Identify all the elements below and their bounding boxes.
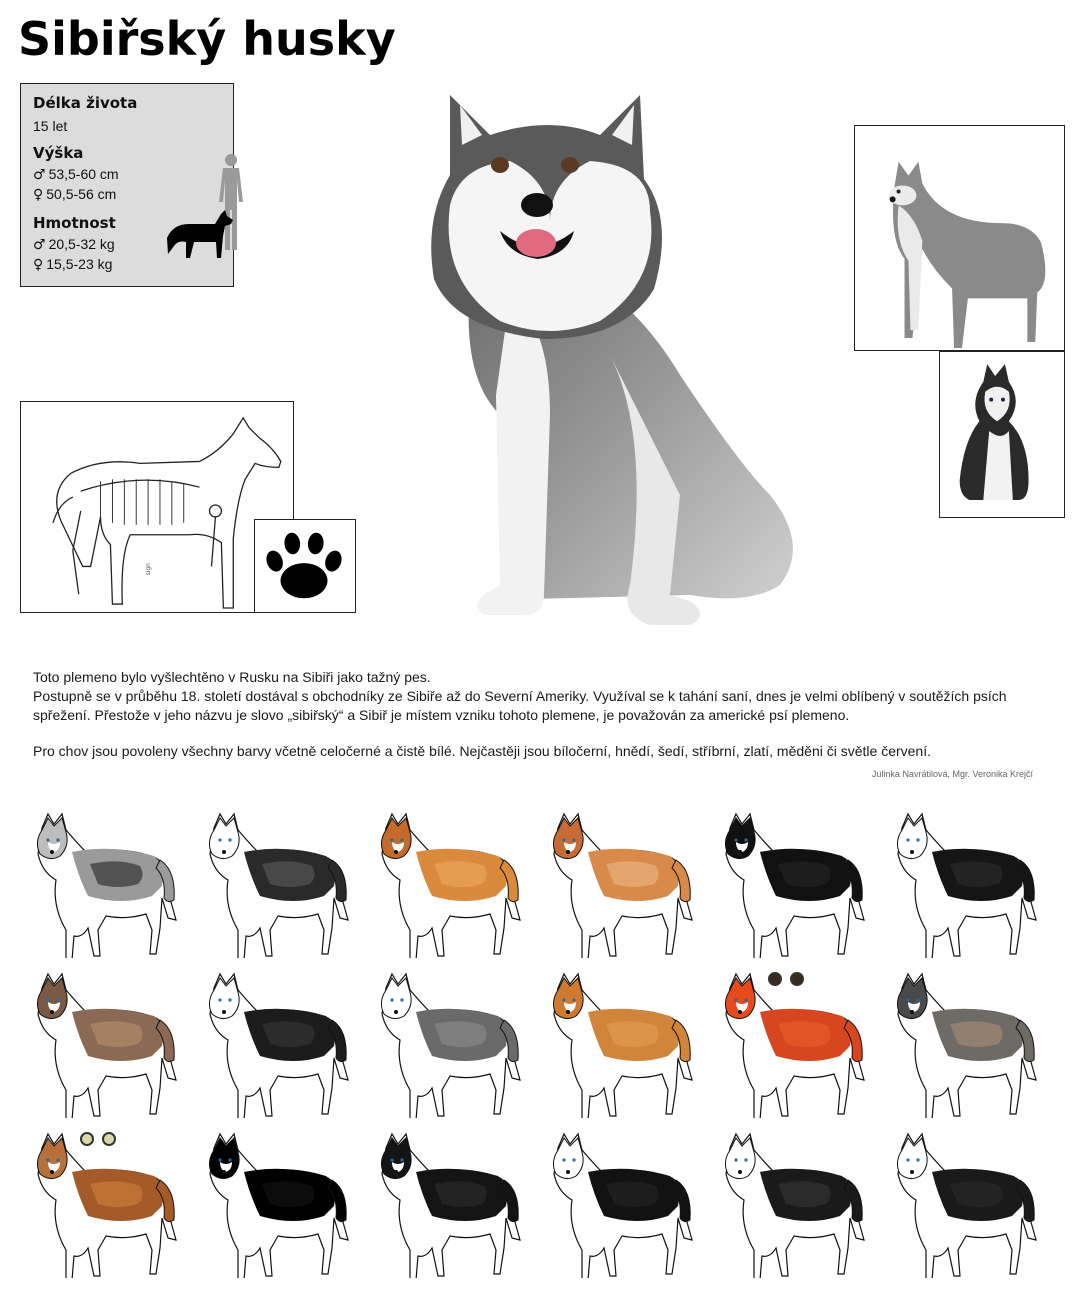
eye-color-swatch-icon (80, 1132, 94, 1146)
color-variant-black-white-2 (536, 1128, 701, 1278)
size-comparison-silhouette-icon (161, 150, 253, 270)
color-variant-copper-white (364, 808, 529, 958)
male-symbol-icon: ♂ (33, 167, 46, 183)
eye-color-swatches (768, 972, 804, 986)
color-variants-grid (20, 808, 1070, 1288)
color-variant-white-liver-piebald (20, 1128, 185, 1278)
husky-variant-icon (20, 1128, 185, 1278)
weight-female-row (33, 256, 112, 273)
page-title: Sibiřský husky (18, 12, 396, 66)
color-variant-sable-gray (880, 968, 1045, 1118)
husky-variant-icon (880, 1128, 1045, 1278)
puppy-photo (939, 351, 1065, 518)
color-variant-gray (364, 968, 529, 1118)
color-variant-merle (20, 808, 185, 958)
husky-variant-icon (20, 808, 185, 958)
lifespan-value: 15 let (33, 118, 68, 134)
color-variant-white-black-saddle (880, 1128, 1045, 1278)
standing-husky-icon (855, 126, 1064, 350)
breed-info-box (20, 83, 234, 287)
husky-variant-icon (880, 808, 1045, 958)
description-line-2: Postupně se v průběhu 18. století dostával s obchodníky ze Sibiře až do Severní Ameriky. Využíval se k tahání saní, dnes je velmi oblíbený v soutěžích psích spřežení. Přestože v jeho názvu je slovo „sibiřský“ a Sibiř je místem vzniku tohoto plemene, je považován za americké psí plemeno. (33, 688, 1007, 723)
husky-variant-icon (192, 808, 357, 958)
husky-variant-icon (536, 1128, 701, 1278)
description-line-1: Toto plemeno bylo vyšlechtěno v Rusku na Sibiři jako tažný pes. (33, 669, 431, 685)
husky-variant-icon (192, 968, 357, 1118)
color-variant-black-solid (364, 1128, 529, 1278)
husky-variant-icon (364, 1128, 529, 1278)
color-variant-bright-red (708, 968, 873, 1118)
color-variant-copper-red (536, 968, 701, 1118)
svg-text:sign: sign (145, 563, 153, 576)
weight-male-value: 20,5-32 kg (48, 236, 115, 252)
eye-color-swatches (80, 1132, 116, 1146)
credit: Julinka Navrátilová, Mgr. Veronika Krejčí (871, 769, 1033, 779)
female-symbol-icon: ♀ (33, 257, 44, 273)
husky-variant-icon (536, 968, 701, 1118)
husky-variant-icon (364, 808, 529, 958)
color-variant-black-white-saddle (192, 808, 357, 958)
color-variant-black (708, 808, 873, 958)
husky-variant-icon (20, 968, 185, 1118)
husky-variant-icon (708, 1128, 873, 1278)
eye-color-swatch-icon (102, 1132, 116, 1146)
color-variant-white-black-piebald (708, 1128, 873, 1278)
height-heading: Výška (33, 144, 84, 162)
husky-variant-icon (708, 808, 873, 958)
eye-color-swatch-icon (790, 972, 804, 986)
weight-male-row (33, 236, 115, 253)
eye-color-swatch-icon (768, 972, 782, 986)
color-variant-black-tan-saddle (192, 968, 357, 1118)
husky-photo (390, 55, 860, 655)
lifespan-heading: Délka života (33, 94, 138, 112)
color-variant-red-piebald (536, 808, 701, 958)
height-female-value: 50,5-56 cm (46, 186, 117, 202)
weight-heading: Hmotnost (33, 214, 116, 232)
skeleton-diagram-icon (21, 402, 293, 612)
standing-husky-photo (854, 125, 1065, 351)
husky-variant-icon (192, 1128, 357, 1278)
height-female-row (33, 186, 116, 203)
husky-variant-icon (364, 968, 529, 1118)
color-variant-black-white (880, 808, 1045, 958)
skeleton-illustration (20, 401, 294, 613)
puppy-icon (940, 352, 1064, 517)
paw-print-box (254, 519, 356, 613)
male-symbol-icon: ♂ (33, 237, 46, 253)
height-male-row (33, 166, 119, 183)
husky-variant-icon (880, 968, 1045, 1118)
husky-variant-icon (708, 968, 873, 1118)
color-variant-black-white-chest (192, 1128, 357, 1278)
weight-female-value: 15,5-23 kg (46, 256, 113, 272)
description-line-3: Pro chov jsou povoleny všechny barvy včetně celočerné a čistě bílé. Nejčastěji jsou bíločerní, hnědí, šedí, stříbrní, zlatí, měděni či světle červení. (33, 743, 931, 759)
color-variant-brown-agouti (20, 968, 185, 1118)
paw-print-icon (255, 520, 355, 612)
husky-variant-icon (536, 808, 701, 958)
female-symbol-icon: ♀ (33, 187, 44, 203)
height-male-value: 53,5-60 cm (48, 166, 119, 182)
